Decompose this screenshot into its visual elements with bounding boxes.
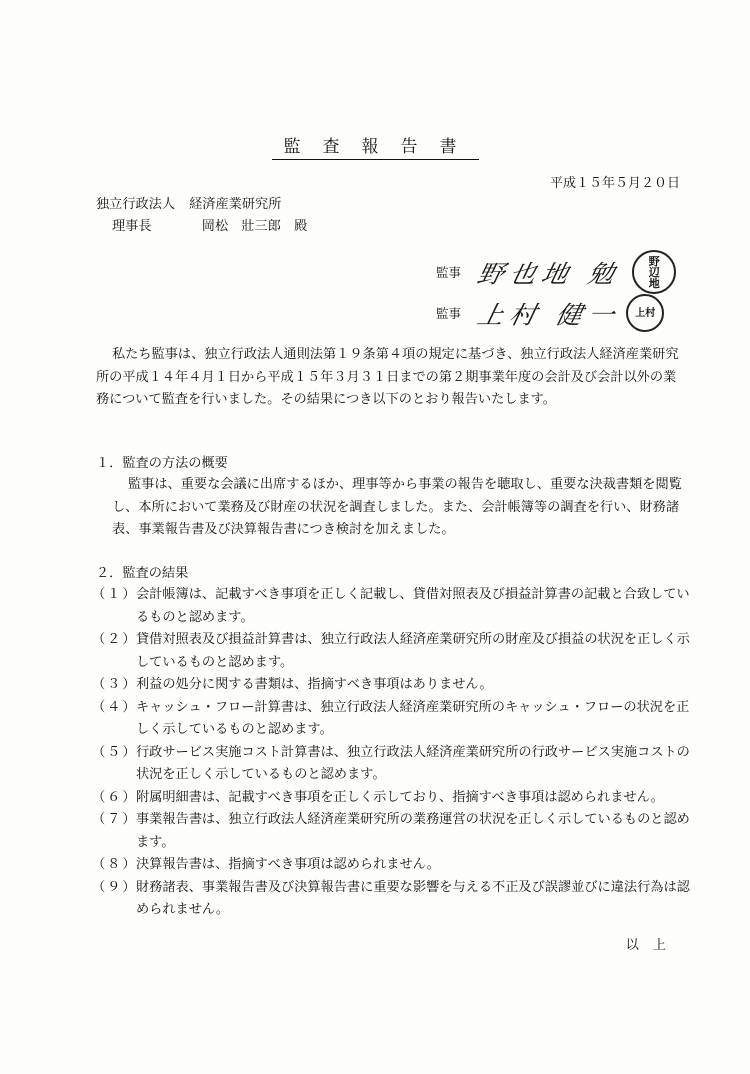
item-number: （３） [92, 677, 138, 692]
addressee-name: 岡松 壯三郎 殿 [201, 219, 308, 234]
list-item [92, 742, 692, 787]
list-item [92, 584, 692, 629]
addressee-org-type: 独立行政法人 [96, 197, 176, 212]
list-item [92, 674, 692, 697]
list-item [92, 697, 692, 742]
item-number: （９） [92, 879, 138, 895]
list-item [92, 629, 692, 674]
item-number: （４） [92, 699, 138, 715]
auditor-signature: 野也地 勉 [474, 260, 623, 289]
item-text: 利益の処分に関する書類は、指摘すべき事項はありません。 [136, 677, 493, 692]
auditor-1 [436, 250, 676, 294]
list-item [92, 854, 692, 877]
item-text: 決算報告書は、指摘すべき事項は認められません。 [136, 857, 440, 872]
item-number: （５） [92, 744, 138, 760]
document-title-text: 監査報告書 [272, 137, 479, 160]
auditor-role: 監事 [436, 306, 462, 321]
addressee-org-name: 経済産業研究所 [189, 197, 282, 212]
addressee-position: 理事長 [112, 219, 152, 234]
document-title [0, 132, 750, 157]
item-text: 行政サービス実施コスト計算書は、独立行政法人経済産業研究所の行政サービス実施コストの状況を正しく示しているものと認めます。 [136, 744, 690, 782]
item-text: 事業報告書は、独立行政法人経済産業研究所の業務運営の状況を正しく示しているものと認めます。 [136, 812, 690, 850]
closing-mark: 以上 [625, 938, 680, 953]
list-item [92, 877, 692, 922]
list-item [92, 809, 692, 854]
audit-results-list [92, 584, 692, 922]
section-2-heading: ２．監査の結果 [96, 566, 189, 581]
item-text: キャッシュ・フロー計算書は、独立行政法人経済産業研究所のキャッシュ・フローの状況を正しく示しているものと認めます。 [136, 699, 690, 737]
auditor-2 [436, 294, 664, 332]
intro-paragraph: 私たち監事は、独立行政法人通則法第１９条第４項の規定に基づき、独立行政法人経済産業研究所の平成１４年４月１日から平成１５年３月３１日までの第２期事業年度の会計及び会計以外の業務について監査を行いました。その結果につき以下のとおり報告いたします。 [96, 347, 679, 407]
list-item [92, 787, 692, 810]
item-number: （８） [92, 857, 138, 872]
addressee-person-line [112, 215, 307, 234]
item-number: （６） [92, 789, 138, 805]
item-number: （２） [92, 632, 138, 647]
item-text: 貸借対照表及び損益計算書は、独立行政法人経済産業研究所の財産及び損益の状況を正しく示しているものと認めます。 [136, 632, 690, 670]
item-number: （７） [92, 812, 138, 827]
item-text: 附属明細書は、記載すべき事項を正しく示しており、指摘すべき事項は認められません。 [136, 789, 664, 805]
addressee-organization [96, 193, 281, 212]
section-1-body: 監事は、重要な会議に出席するほか、理事等から事業の報告を聴取し、重要な決裁書類を閲覧し、本所において業務及び財産の状況を調査しました。また、会計帳簿等の調査を行い、財務諸表、事業報告書及び決算報告書につき検討を加えました。 [112, 477, 682, 537]
auditor-seal: 野 辺 地 [632, 250, 676, 294]
item-text: 財務諸表、事業報告書及び決算報告書に重要な影響を与える不正及び誤謬並びに違法行為は認められません。 [136, 879, 690, 917]
item-number: （１） [92, 587, 138, 602]
item-text: 会計帳簿は、記載すべき事項を正しく記載し、貸借対照表及び損益計算書の記載と合致しているものと認めます。 [136, 587, 690, 625]
auditor-signature: 上村 健一 [474, 301, 623, 330]
auditor-role: 監事 [436, 265, 462, 280]
section-1-heading: １．監査の方法の概要 [96, 456, 228, 471]
auditor-seal: 上村 [626, 294, 664, 332]
report-date: 平成１５年５月２０日 [549, 176, 680, 191]
